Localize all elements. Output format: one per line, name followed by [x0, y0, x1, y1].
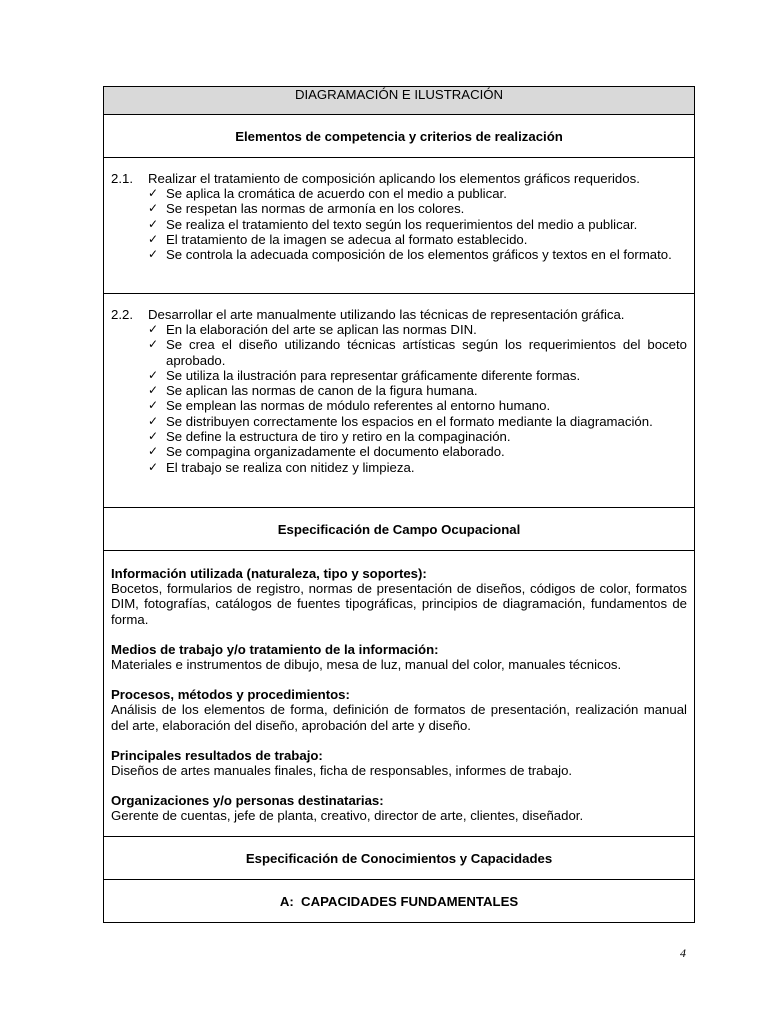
list-item: ✓ Se utiliza la ilustración para representar gráficamente diferente formas. — [148, 367, 581, 383]
check-mark-icon: ✓ — [148, 322, 159, 336]
list-item: ✓ Se define la estructura de tiro y retiro en la compaginación. — [148, 429, 511, 445]
info-paragraph — [111, 566, 687, 627]
list-item: ✓ En la elaboración del arte se aplican las normas DIN. — [148, 322, 477, 337]
competencia-heading-row — [104, 115, 694, 158]
criteria-title-row — [111, 307, 687, 322]
check-mark-icon: ✓ — [148, 413, 159, 428]
capacidades-heading-row — [104, 880, 694, 922]
campo-info-section — [104, 551, 694, 837]
document-title: DIAGRAMACIÓN E ILUSTRACIÓN — [294, 87, 504, 102]
list-item: ✓ El trabajo se realiza con nitidez y limpieza. — [148, 459, 415, 475]
info-paragraph — [111, 748, 687, 778]
list-item: ✓ Se realiza el tratamiento del texto según los requerimientos del medio a publicar. — [148, 216, 638, 232]
list-item: ✓ Se aplica la cromática de acuerdo con el medio a publicar. — [148, 186, 507, 201]
list-item: ✓ Se distribuyen correctamente los espacios en el formato mediante la diagramación. — [148, 413, 653, 429]
info-label: Procesos, métodos y procedimientos: — [111, 687, 350, 703]
info-text: Diseños de artes manuales finales, ficha de responsables, informes de trabajo. — [111, 763, 573, 779]
table-title-row — [104, 87, 694, 115]
info-label: Medios de trabajo y/o tratamiento de la información: — [111, 641, 439, 657]
info-text: Análisis de los elementos de forma, definición de formatos de presentación, realización manual del arte, elaboración del diseño, aprobación del arte y diseño. — [111, 702, 687, 733]
list-item: ✓ Se crea el diseño utilizando técnicas artísticas según los requerimientos del boceto aprobado. — [148, 337, 687, 368]
criteria-number: 2.2. — [111, 307, 133, 322]
check-mark-icon: ✓ — [148, 444, 159, 459]
info-text: Bocetos, formularios de registro, normas de presentación de diseños, códigos de color, formatos DIM, fotografías, catálogos de fuentes tipográficas, principios de diagramación, fundamentos de forma. — [111, 581, 687, 627]
criteria-title-row — [111, 171, 687, 186]
criteria-checklist — [111, 186, 687, 262]
check-mark-icon: ✓ — [148, 337, 159, 352]
check-mark-icon: ✓ — [148, 201, 159, 216]
criteria-checklist — [111, 322, 687, 475]
info-paragraph — [111, 642, 687, 672]
info-paragraph — [111, 793, 687, 823]
campo-heading: Especificación de Campo Ocupacional — [277, 521, 521, 537]
criteria-title: Realizar el tratamiento de composición aplicando los elementos gráficos requeridos. — [148, 171, 640, 186]
conocimientos-heading: Especificación de Conocimientos y Capacidades — [245, 850, 553, 866]
check-mark-icon: ✓ — [148, 186, 159, 200]
check-mark-icon: ✓ — [148, 383, 159, 398]
info-text: Materiales e instrumentos de dibujo, mesa de luz, manual del color, manuales técnicos. — [111, 657, 622, 673]
check-mark-icon: ✓ — [148, 247, 159, 262]
campo-heading-row — [104, 508, 694, 551]
info-label: Información utilizada (naturaleza, tipo y soportes): — [111, 566, 427, 581]
conocimientos-heading-row — [104, 837, 694, 880]
criteria-section-2-2 — [104, 294, 694, 508]
list-item: ✓ El tratamiento de la imagen se adecua al formato establecido. — [148, 231, 528, 247]
check-mark-icon: ✓ — [148, 429, 159, 444]
list-item: ✓ Se aplican las normas de canon de la figura humana. — [148, 383, 478, 399]
criteria-section-2-1 — [104, 158, 694, 294]
check-mark-icon: ✓ — [148, 398, 159, 413]
info-label: Principales resultados de trabajo: — [111, 747, 323, 763]
info-paragraph — [111, 687, 687, 733]
list-item: ✓ Se respetan las normas de armonía en los colores. — [148, 201, 465, 217]
list-item: ✓ Se controla la adecuada composición de los elementos gráficos y textos en el formato. — [148, 247, 672, 263]
capacidades-heading: A: CAPACIDADES FUNDAMENTALES — [279, 893, 519, 909]
list-item: ✓ Se emplean las normas de módulo referentes al entorno humano. — [148, 398, 551, 414]
check-mark-icon: ✓ — [148, 216, 159, 231]
info-label: Organizaciones y/o personas destinatarias: — [111, 793, 384, 809]
check-mark-icon: ✓ — [148, 231, 159, 246]
competencia-heading: Elementos de competencia y criterios de realización — [235, 128, 563, 144]
document-table — [103, 86, 695, 923]
check-mark-icon: ✓ — [148, 459, 159, 474]
criteria-number: 2.1. — [111, 171, 133, 186]
info-text: Gerente de cuentas, jefe de planta, creativo, director de arte, clientes, diseñador. — [111, 808, 584, 824]
page-number: 4 — [680, 946, 686, 960]
criteria-title: Desarrollar el arte manualmente utilizando las técnicas de representación gráfica. — [148, 307, 625, 322]
check-mark-icon: ✓ — [148, 367, 159, 382]
list-item: ✓ Se compagina organizadamente el documento elaborado. — [148, 444, 505, 460]
